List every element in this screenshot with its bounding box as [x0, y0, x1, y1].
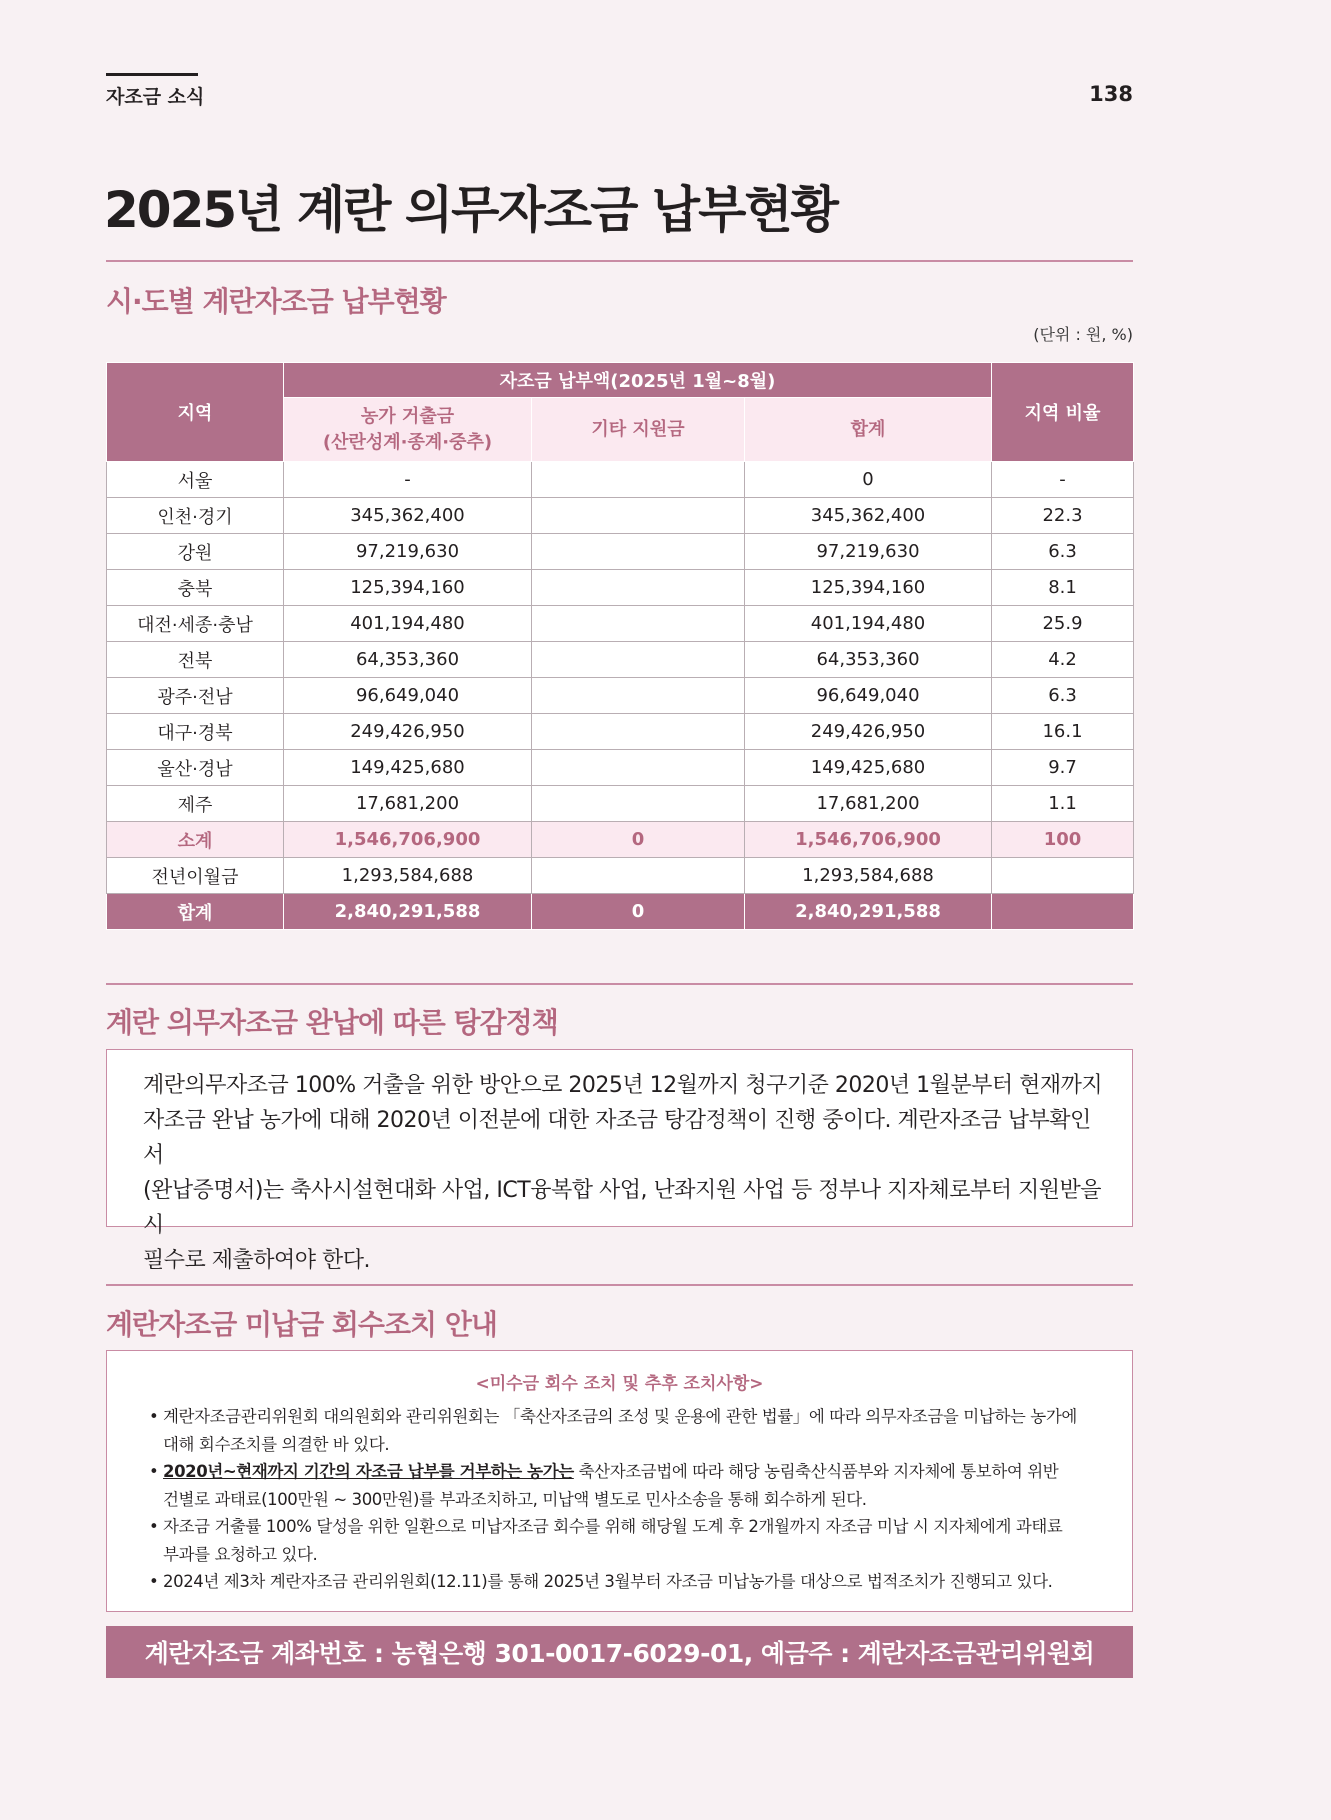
col-header-farm	[284, 398, 532, 462]
divider	[106, 983, 1133, 985]
cell-ratio: 1.1	[992, 786, 1134, 822]
col-header-ratio: 지역 비율	[992, 363, 1134, 462]
cell-ratio: 100	[992, 822, 1134, 858]
table-row	[107, 606, 1134, 642]
cell-region: 강원	[107, 534, 284, 570]
cell-region: 제주	[107, 786, 284, 822]
table-row	[107, 498, 1134, 534]
policy-line: 필수로 제출하여야 한다.	[143, 1248, 371, 1273]
divider	[106, 1284, 1133, 1286]
list-item-text: 축산자조금법에 따라 해당 농림축산식품부와 지자체에 통보하여 위반	[573, 1462, 1059, 1481]
cell-ratio: 25.9	[992, 606, 1134, 642]
policy-line: 계란의무자조금 100% 거출을 위한 방안으로 2025년 12월까지 청구기준 2020년 1월분부터 현재까지	[143, 1073, 1103, 1098]
list-item	[149, 1568, 1089, 1596]
cell-other: 0	[532, 822, 745, 858]
table-row	[107, 678, 1134, 714]
col-header-farm-line2: (산란성계·종계·중추)	[322, 431, 493, 453]
cell-sum: 249,426,950	[745, 714, 992, 750]
cell-region: 울산·경남	[107, 750, 284, 786]
list-item	[149, 1458, 1089, 1513]
cell-ratio: 8.1	[992, 570, 1134, 606]
bullet: •	[149, 1517, 159, 1536]
cell-farm: 345,362,400	[284, 498, 532, 534]
bullet: •	[149, 1407, 159, 1426]
cell-farm: 96,649,040	[284, 678, 532, 714]
table-row	[107, 642, 1134, 678]
cell-ratio: 16.1	[992, 714, 1134, 750]
header-rule	[106, 73, 198, 76]
table-row	[107, 786, 1134, 822]
cell-other: 0	[532, 894, 745, 930]
cell-sum: 401,194,480	[745, 606, 992, 642]
cell-other	[532, 786, 745, 822]
cell-other	[532, 750, 745, 786]
policy-section-title: 계란 의무자조금 완납에 따른 탕감정책	[106, 1006, 558, 1039]
cell-sum: 1,293,584,688	[745, 858, 992, 894]
table-row	[107, 534, 1134, 570]
list-item	[149, 1403, 1089, 1458]
list-item-line: 자조금 거출률 100% 달성을 위한 일환으로 미납자조금 회수를 위해 해당월 도계 후 2개월까지 자조금 미납 시 지자체에게 과태료	[163, 1517, 1063, 1536]
cell-region: 인천·경기	[107, 498, 284, 534]
policy-line: 자조금 완납 농가에 대해 2020년 이전분에 대한 자조금 탕감정책이 진행 중이다. 계란자조금 납부확인서	[143, 1108, 1091, 1168]
collection-list	[149, 1403, 1089, 1596]
cell-ratio: 6.3	[992, 534, 1134, 570]
list-item-line: 대해 회수조치를 의결한 바 있다.	[163, 1434, 390, 1454]
cell-other	[532, 462, 745, 498]
cell-sum: 0	[745, 462, 992, 498]
cell-other	[532, 858, 745, 894]
emphasis-text: 2020년~현재까지 기간의 자조금 납부를 거부하는 농가는	[163, 1462, 574, 1481]
cell-farm: 2,840,291,588	[284, 894, 532, 930]
cell-ratio: 9.7	[992, 750, 1134, 786]
cell-ratio	[992, 858, 1134, 894]
collection-section-title: 계란자조금 미납금 회수조치 안내	[106, 1308, 497, 1341]
cell-region: 합계	[107, 894, 284, 930]
col-header-farm-line1: 농가 거출금	[360, 405, 455, 427]
cell-other	[532, 714, 745, 750]
col-header-sum: 합계	[745, 398, 992, 462]
page-number: 138	[1089, 82, 1133, 106]
table-row	[107, 462, 1134, 498]
total-row	[107, 894, 1134, 930]
subtotal-row	[107, 822, 1134, 858]
table-row	[107, 750, 1134, 786]
section-label: 자조금 소식	[106, 86, 205, 108]
cell-sum: 17,681,200	[745, 786, 992, 822]
list-item-line: 건별로 과태료(100만원 ~ 300만원)를 부과조치하고, 미납액 별도로 민사소송을 통해 회수하게 된다.	[163, 1489, 867, 1509]
cell-farm: 1,293,584,688	[284, 858, 532, 894]
bullet: •	[149, 1572, 159, 1591]
cell-region: 전북	[107, 642, 284, 678]
table-row	[107, 570, 1134, 606]
cell-sum: 345,362,400	[745, 498, 992, 534]
cell-sum: 1,546,706,900	[745, 822, 992, 858]
page-title: 2025년 계란 의무자조금 납부현황	[104, 181, 837, 239]
cell-farm: 97,219,630	[284, 534, 532, 570]
table-row	[107, 714, 1134, 750]
cell-other	[532, 534, 745, 570]
cell-ratio	[992, 894, 1134, 930]
cell-region: 충북	[107, 570, 284, 606]
cell-farm: 17,681,200	[284, 786, 532, 822]
cell-ratio: -	[992, 462, 1134, 498]
bullet: •	[149, 1462, 159, 1481]
list-item	[149, 1513, 1089, 1568]
cell-farm: 1,546,706,900	[284, 822, 532, 858]
unit-note: (단위 : 원, %)	[1033, 325, 1133, 344]
cell-ratio: 4.2	[992, 642, 1134, 678]
cell-farm: 249,426,950	[284, 714, 532, 750]
table-section-title: 시·도별 계란자조금 납부현황	[106, 285, 446, 318]
prev-year-row	[107, 858, 1134, 894]
cell-sum: 2,840,291,588	[745, 894, 992, 930]
cell-other	[532, 606, 745, 642]
cell-farm: -	[284, 462, 532, 498]
cell-other	[532, 678, 745, 714]
col-header-group: 자조금 납부액(2025년 1월~8월)	[284, 363, 992, 398]
cell-ratio: 22.3	[992, 498, 1134, 534]
cell-farm: 149,425,680	[284, 750, 532, 786]
cell-region: 대구·경북	[107, 714, 284, 750]
list-item-line	[163, 1458, 1089, 1486]
col-header-region: 지역	[107, 363, 284, 462]
cell-region: 대전·세종·충남	[107, 606, 284, 642]
policy-text	[143, 1068, 1103, 1278]
cell-other	[532, 642, 745, 678]
cell-sum: 125,394,160	[745, 570, 992, 606]
cell-region: 전년이월금	[107, 858, 284, 894]
cell-farm: 64,353,360	[284, 642, 532, 678]
cell-region: 서울	[107, 462, 284, 498]
cell-sum: 64,353,360	[745, 642, 992, 678]
policy-box	[106, 1049, 1133, 1273]
payment-table	[106, 362, 1134, 930]
cell-region: 광주·전남	[107, 678, 284, 714]
cell-other	[532, 498, 745, 534]
cell-other	[532, 570, 745, 606]
cell-sum: 97,219,630	[745, 534, 992, 570]
cell-region: 소계	[107, 822, 284, 858]
list-item-line: 2024년 제3차 계란자조금 관리위원회(12.11)를 통해 2025년 3월부터 자조금 미납농가를 대상으로 법적조치가 진행되고 있다.	[163, 1572, 1053, 1591]
collection-box-heading: <미수금 회수 조치 및 추후 조치사항>	[475, 1374, 764, 1394]
divider	[106, 260, 1133, 262]
list-item-line: 계란자조금관리위원회 대의원회와 관리위원회는 「축산자조금의 조성 및 운용에 관한 법률」에 따라 의무자조금을 미납하는 농가에	[163, 1407, 1077, 1426]
cell-ratio: 6.3	[992, 678, 1134, 714]
cell-farm: 125,394,160	[284, 570, 532, 606]
col-header-other: 기타 지원금	[532, 398, 745, 462]
account-banner: 계란자조금 계좌번호 : 농협은행 301-0017-6029-01, 예금주 : 계란자조금관리위원회	[106, 1626, 1133, 1678]
cell-sum: 96,649,040	[745, 678, 992, 714]
cell-sum: 149,425,680	[745, 750, 992, 786]
policy-line: (완납증명서)는 축사시설현대화 사업, ICT융복합 사업, 난좌지원 사업 등 정부나 지자체로부터 지원받을 시	[143, 1178, 1101, 1238]
collection-box	[106, 1350, 1133, 1612]
cell-farm: 401,194,480	[284, 606, 532, 642]
list-item-line: 부과를 요청하고 있다.	[163, 1544, 318, 1564]
